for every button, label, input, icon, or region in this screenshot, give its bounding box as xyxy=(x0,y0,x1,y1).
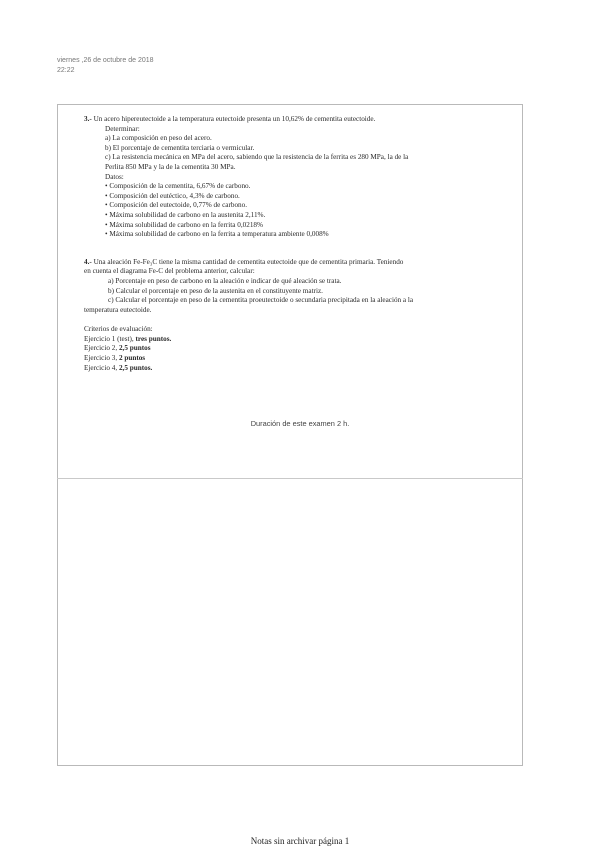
exercise4-item-a: a) Porcentaje en peso de carbono en la aleación e indicar de qué aleación se trata. xyxy=(108,276,342,285)
exercise4-item-c: c) Calcular el porcentaje en peso de la cementita proeutectoide o secundaria precipitada en la aleación a la xyxy=(108,296,414,305)
exercise3-item-a: a) La composición en peso del acero. xyxy=(105,134,212,143)
exercise4-number: 4.- xyxy=(84,257,92,266)
page-divider xyxy=(57,478,523,479)
criteria-row: Ejercicio 1 (test), tres puntos. xyxy=(84,334,172,343)
criteria-title: Criterios de evaluación: xyxy=(84,325,153,334)
datos-item: • Máxima solubilidad de carbono en la austenita 2,11%. xyxy=(105,210,266,219)
datos-item: • Composición del eutectoide, 0,77% de carbono. xyxy=(105,201,248,210)
criteria-row: Ejercicio 4, 2,5 puntos. xyxy=(84,363,153,372)
exercise4-statement: 4.- Una aleación Fe-Fe₃C tiene la misma cantidad de cementita eutectoide que de cementita primaria. Teniendo xyxy=(84,257,404,266)
exercise4-tail: temperatura eutectoide. xyxy=(84,305,152,314)
exercise3-number: 3.- xyxy=(84,115,92,123)
exercise3-statement: 3.- Un acero hipereutectoide a la temperatura eutectoide presenta un 10,62% de cementita eutectoide. xyxy=(84,115,376,123)
exercise4-item-b: b) Calcular el porcentaje en peso de la austenita en el constituyente matriz. xyxy=(108,286,323,295)
exam-duration: Duración de este examen 2 h. xyxy=(250,419,350,428)
date-stamp: viernes ,26 de octubre de 2018 xyxy=(57,57,154,64)
exercise3-item-c: c) La resistencia mecánica en MPa del acero, sabiendo que la resistencia de la ferrita es 280 MPa, la de la xyxy=(105,153,409,162)
page-footer: Notas sin archivar página 1 xyxy=(250,836,350,846)
exercise3-item-c-cont: Perlita 850 MPa y la de la cementita 30 MPa. xyxy=(105,162,236,171)
exercise3-item-b: b) El porcentaje de cementita terciaria o vermicular. xyxy=(105,143,255,152)
criteria-row: Ejercicio 3, 2 puntos xyxy=(84,354,146,363)
datos-item: • Máxima solubilidad de carbono en la ferrita 0,0218% xyxy=(105,220,263,229)
exercise3-determinar: Determinar: xyxy=(105,124,140,133)
criteria-row: Ejercicio 2, 2,5 puntos xyxy=(84,344,151,353)
datos-item: • Máxima solubilidad de carbono en la ferrita a temperatura ambiente 0,008% xyxy=(105,230,329,239)
datos-item: • Composición del eutéctico, 4,3% de carbono. xyxy=(105,191,240,200)
exercise4-statement-cont: en cuenta el diagrama Fe-C del problema anterior, calcular: xyxy=(84,267,255,276)
time-stamp: 22:22 xyxy=(57,67,75,74)
exercise3-datos-label: Datos: xyxy=(105,172,124,181)
exam-content xyxy=(84,115,494,373)
datos-item: • Composición de la cementita, 6,67% de carbono. xyxy=(105,182,251,191)
